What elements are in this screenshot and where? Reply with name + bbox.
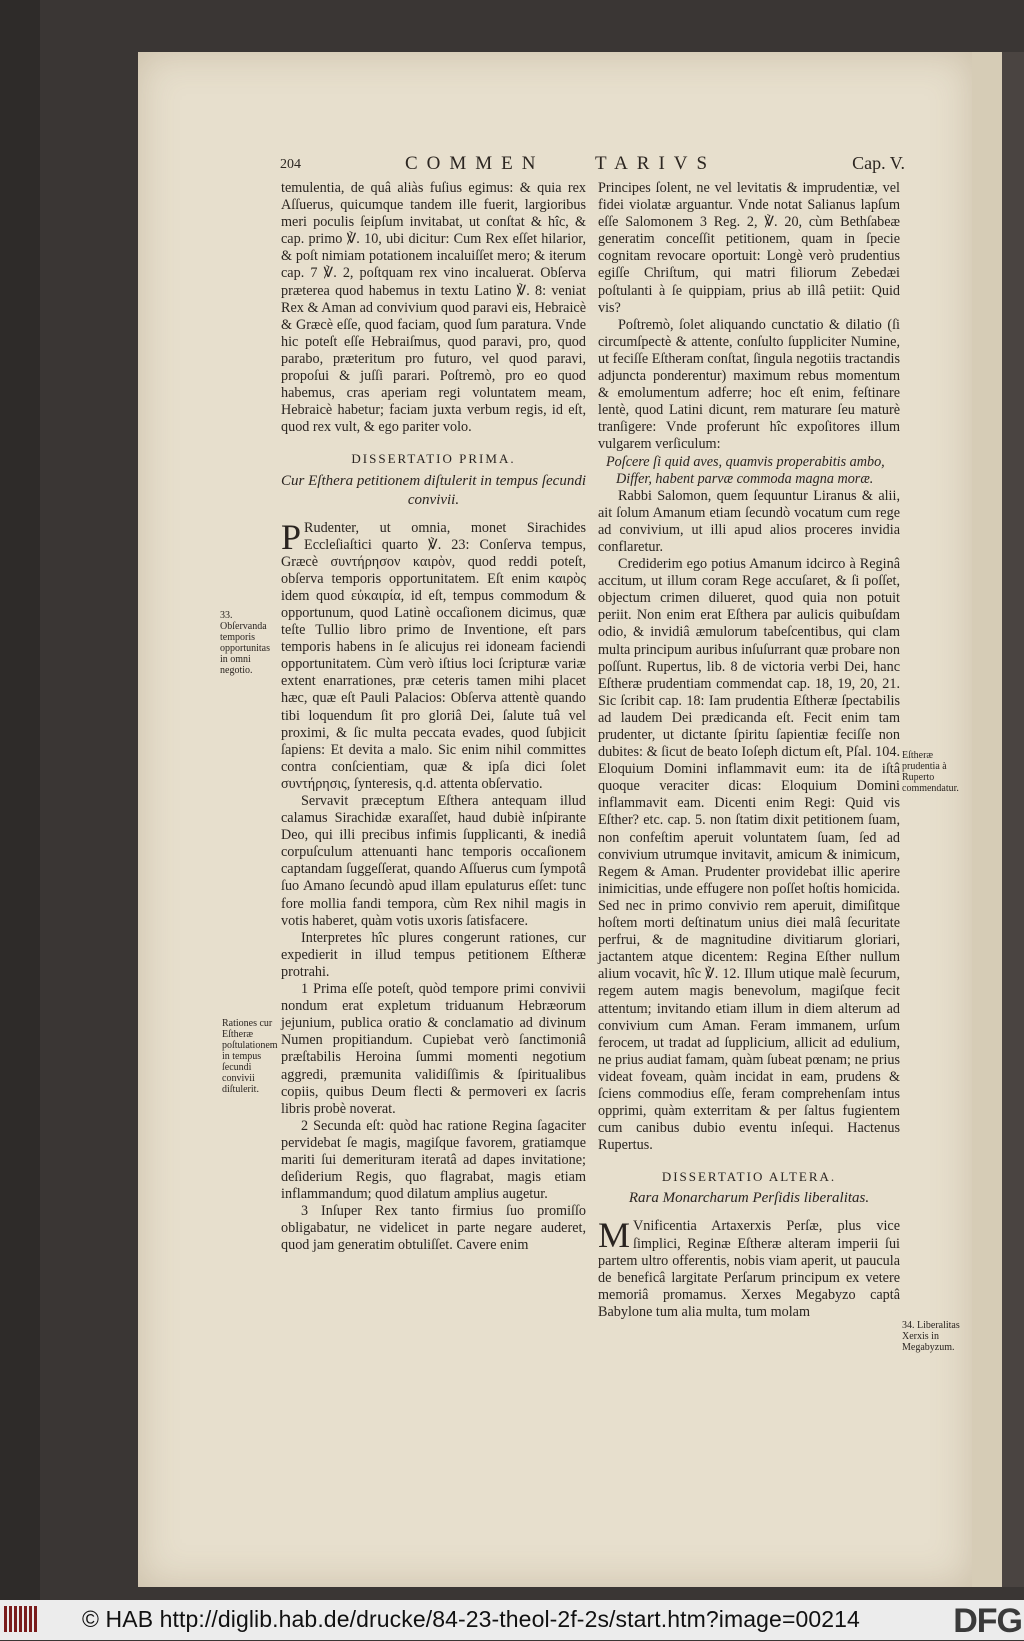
source-url-link[interactable]: © HAB http://diglib.hab.de/drucke/84-23-theol-2f-2s/start.htm?image=00214 (82, 1606, 860, 1632)
right-paragraph-4: Vnificentia Artaxerxis Perſæ, plus vice ſimplici, Reginæ Eſtheræ alteram imperii ſui partem ultro offerentis, nobis viam aperit, ut paucula de beneficâ largitate Perſarum principum ex vetere memoriâ promamus. Xerxes Megabyzo captâ Babylone tum alia multa, tum molam (598, 1218, 900, 1320)
left-paragraph-3: Interpretes hîc plures congerunt rationes, cur expedierit in illud tempus petitionem Eſtheræ protrahi. (281, 929, 586, 980)
dissertatio-prima-heading: DISSERTATIO PRIMA. (351, 451, 516, 467)
right-paragraph-3: Crediderim ego potius Amanum idcirco à Reginâ accitum, ut illum coram Rege accuſaret, & ſi poſſet, objectum crimen dilueret, quod quia non potuit periit. Non enim erat Eſthera par aulicis quibuſdam odio, & invidiâ æmulorum tabeſcentibus, qui clam multa principum auribus inſuſurrant quæ probare non poſſunt. Rupertus, lib. 8 de victoria verbi Dei, hanc Eſtheræ prudentiam commendat cap. 18, 19, 20, 21. Sic ſcribit cap. 18: Iam prudentia Eſtheræ ſpectabilis ad laudem Dei prædicanda eſt. Fecit enim tam prudenter, ut dictante ſpiritu ſapientiæ feciſſe non dubites: & ſicut de beato Ioſeph dictum eſt, Pſal. 104. Eloquium Domini inflammavit eum: ita de iſtâ quoque veraciter dicas: Eloquium Domini inflammavit eam. Dicenti enim Regi: Quid vis Eſther? etc. cap. 5. non ſtatim dixit petitionem ſuam, non confeſtim aperuit voluntatem ſuam, ſed ad convivium utrumque invitavit, amicum & inimicum, Regem & Aman. Prudenter providebat illic aperire inimicitias, unde effugere non poſſet hoſtis homicida. Sed nec in primo convivio rem aperuit, dimiſitque hoſtem morti deſtinatum unius diei malâ ſecuritate perfrui, & de magnitudine divitiarum gloriari, jactantem atque dicentem: Regina Eſther nullum alium vocavit, hîc ℣. 12. Illum utique malè ſecurum, regem autem magis benevolum, magiſque fecit attentum; invitando etiam illum in diem alterum ad convivium cum Aman. Feram immanem, urſum ferocem, ut tradat ad ſupplicium, allicit ad edulium, ne prius audiat famam, quàm ſubeat pœnam; ne prius videat foveam, quàm incidat in eam, prudens & ſciens commodius eſſe, feram comprehenſam intus opprimi, quàm exterritam & per ſaltus fugientem cum canibus dubio eventu inſequi. Hactenus Rupertus. (598, 556, 900, 1154)
right-paragraph-1: Poſtremò, ſolet aliquando cunctatio & dilatio (ſi circumſpectè & attente, conſulto ſuppliciter Numine, ut feciſſe Eſtheram conſtat, ſingula negotiis tractandis adjuncta ponderentur) maximum rebus momentum & emolumentum adferre; hoc eſt enim, feſtinare lentè, quod Latini dicunt, rem maturare ſeu maturè tranſigere: Vnde proferunt hîc expoſitores illum vulgarem verſiculum: (598, 316, 900, 453)
dissertatio-altera-heading: DISSERTATIO ALTERA. (661, 1169, 837, 1185)
page-number: 204 (280, 157, 301, 172)
verse-line-2: Differ, habent parvæ commoda magna moræ. (616, 470, 874, 487)
left-list-item-3: 3 Inſuper Rex tanto firmius ſuo promiſſo obligabatur, ne videlicet in parte negare auderet, quod jam generatim obtuliſſet. Cavere enim (281, 1203, 586, 1254)
verse-line-1: Poſcere ſi quid aves, quamvis properabitis ambo, (606, 453, 885, 470)
hab-barcode-logo-icon (4, 1606, 44, 1634)
running-title-continued: TARIVS (595, 153, 717, 174)
footer-bar (0, 1600, 1024, 1640)
dissertatio-prima-subheading: Cur Eſthera petitionem diſtulerit in tempus ſecundi convivii. (281, 472, 586, 508)
margin-note-34: 34. Liberalitas Xerxis in Megabyzum. (902, 1320, 960, 1353)
viewer-left-edge (0, 0, 40, 1600)
left-paragraph-1: Rudenter, ut omnia, monet Sirachides Eccleſiaſtici quarto ℣. 23: Conſerva tempus, Græcè συντήρησον καιρὸν, quod reddi poteſt, obſerva temporis opportunitatem. Eſt enim καιρὸς idem quod εὐκαιρία, id eſt, tempus commodum & opportunum, quod Latinè occaſionem dicimus, quæ teſte Tullio libro primo de Inventione, eſt pars temporis habens in ſe alicujus rei idoneam faciendi opportunitatem. Cùm verò iſtius loci ſcripturæ variæ extent enarrationes, præ ceteris tamen mihi placet hæc, quæ eſt Pauli Palacios: Obſerva attentè quando tibi loquendum ſit pro gloriâ Dei, ſalute tuâ vel proximi, & ſic multa peccata evades, quod ſubjicit ſapiens: Et devita a malo. Sic enim nihil committes contra conſcientiam, quæ & ipſa dici ſolet συντήρησις, ſynteresis, q.d. attenta obſervatio. (281, 519, 586, 792)
left-text-column (281, 180, 586, 1255)
right-paragraph-2: Rabbi Salomon, quem ſequuntur Liranus & alii, ait ſolum Amanum etiam ſecundò vocatum cum rege ad convivium, ut illi apud alios proceres invidia conflaretur. (598, 487, 900, 555)
chapter-label: Cap. V. (852, 153, 905, 173)
running-head (280, 153, 905, 177)
dropcap-letter: P (281, 516, 302, 557)
running-title: COMMEN (405, 153, 545, 174)
dissertatio-altera-subheading: Rara Monarcharum Perſidis liberalitas. (628, 1190, 870, 1207)
page-edge-shadow (1002, 52, 1024, 1587)
margin-note-rationes: Rationes cur Eſtheræ poſtulationem in tempus ſecundi convivii diſtulerit. (222, 1018, 278, 1095)
left-paragraph-2: Servavit præceptum Eſthera antequam illud calamus Sirachidæ exaraſſet, haud dubiè inſpirante Deo, qui illi precibus infimis ſupplicanti, & inediâ corpuſculum attenuanti hanc temporis occaſionem captandam ſuggeſſerat, quando Aſſuerus cum ſympotâ ſuo Amano ſecundò apud illam epulaturus eſſet: tunc fore mollia fandi tempora, cùm Rex nihil magis in votis haberet, quàm votis uxoris ſatisfacere. (281, 793, 586, 929)
dropcap-paragraph (281, 516, 586, 794)
left-list-item-1: 1 Prima eſſe poteſt, quòd tempore primi convivii nondum erat expletum triduanum Hebræorum jejunium, publica oratio & conclamatio ad divinum Numen propitiandum. Cupiebat verò ſanctimoniâ præſtabilis Heroina ſummi momenti negotium aggredi, præmunita validiſſimis & ſpiritualibus copiis, quibus Deum flecti & permoveri ex ſacris libris probè noverat. (281, 981, 586, 1117)
left-list-item-2: 2 Secunda eſt: quòd hac ratione Regina ſagaciter pervidebat ſe magis, magiſque favorem, gratiamque mariti ſui demerituram iteratâ ad dapes invitatione; deſiderium Regis, quo flagrabat, magis etiam inflammandum; quod dilatum amplius augetur. (281, 1117, 586, 1203)
right-opening-text: Principes ſolent, ne vel levitatis & imprudentiæ, vel fidei violatæ arguantur. Vnde notat Salianus lapſum eſſe Salomonem 3 Reg. 2, ℣. 20, cùm Bethſabeæ generatim conceſſit petitionem, quam in ſpecie cognitam revocare oportuit: Longè verò prudentius egiſſe Chriſtum, qui matri filiorum Zebedæi poſtulanti à ſe quippiam, prius ab illâ petiit: Quid vis? (598, 180, 900, 316)
dfg-logo: DFG (953, 1602, 1022, 1640)
dropcap-paragraph-2 (598, 1215, 900, 1321)
right-text-column (598, 180, 900, 1321)
left-opening-text: temulentia, de quâ aliàs fuſius egimus: & quia rex Aſſuerus, quicumque tandem ille fuerit, largioribus meri poculis ſeipſum invitabat, ut conſtat & hîc, & cap. primo ℣. 10, ubi dicitur: Cum Rex eſſet hilarior, & poſt nimiam potationem incaluiſſet mero; & iterum cap. 7 ℣. 2, poſtquam rex vino incaluerat. Obſerva præterea quod habemus in textu Latino ℣. 8: veniat Rex & Aman ad convivium quod paravi eis, Hebraicè & Græcè eſſe, quod faciam, quod ſum paratura. Vnde hic poteſt eſſe Hebraiſmus, quod paravi, pro, quod parabo, præteritum pro futuro, vel quod paravi, propoſui & juſſi parari. Poſtremò, pro eo quod habemus, cras aperiam regi voluntatem meam, Hebraicè habetur; faciam juxta verbum regis, id eſt, quod rex vult, & ego pariter volo. (281, 180, 586, 436)
margin-note-estherae: Eſtheræ prudentia à Ruperto commendatur. (902, 750, 959, 794)
dropcap-letter-2: M (598, 1215, 631, 1256)
page-fold (972, 52, 1002, 1587)
margin-note-33: 33. Obſervanda temporis opportunitas in omni negotio. (220, 610, 270, 676)
